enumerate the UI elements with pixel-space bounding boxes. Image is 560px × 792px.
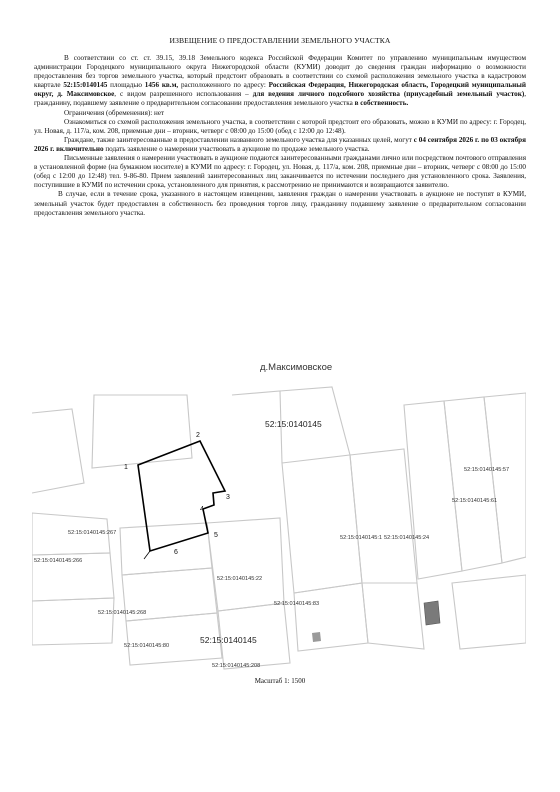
- paragraph-deadline: [34, 136, 526, 154]
- building-footprint: [312, 632, 321, 642]
- boundary-point-5: 5: [214, 532, 218, 539]
- parcel-number: 52:15:0140145:1: [340, 535, 382, 541]
- map-drawing: [32, 343, 526, 683]
- parcel-number: 52:15:0140145:208: [212, 663, 261, 669]
- boundary-point-2: 2: [196, 432, 200, 439]
- parcel-number: 52:15:0140145:266: [34, 558, 83, 564]
- parcel-number: 52:15:0140145:24: [384, 535, 430, 541]
- paragraph-outcome: В случае, если в течение срока, указанного в настоящем извещении, заявления граждан о намерении участвовать в аукционе не поступят в КУМИ, земельный участок будет предоставлен в собственность без проведения торгов лицу, гражданину подавшему заявление о предварительном согласовании предоставления земельного участка.: [34, 190, 526, 217]
- parcel-area: 1456 кв.м,: [144, 81, 179, 90]
- paragraph-review-scheme: Ознакомиться со схемой расположения земельного участка, в соответствии с которой предстоит его образовать, можно в КУМИ по адресу: г. Городец, ул. Новая, д. 117/а, ком. 208, приемные дни – вторник, четверг с 08:00 до 15:00 (обед с 12:00 до 12:48).: [34, 117, 526, 135]
- text-run: расположенного по адресу:: [178, 81, 269, 90]
- text-run: Граждане, также заинтересованные в предоставлении названного земельного участка для указанных целей, могут: [64, 135, 414, 144]
- paragraph-restrictions: Ограничения (обременения): нет: [64, 108, 165, 117]
- parcel-number: 52:15:0140145:61: [452, 498, 498, 504]
- boundary-point-3: 3: [226, 494, 230, 501]
- boundary-point-6: 6: [174, 549, 178, 556]
- parcel-number: 52:15:0140145:83: [274, 601, 320, 607]
- quarter-label-top: 52:15:0140145: [265, 419, 322, 429]
- building-footprint: [424, 601, 440, 625]
- permitted-use: для ведения личного подсобного хозяйства (приусадебный земельный участок): [252, 90, 525, 99]
- notice-title: ИЗВЕЩЕНИЕ О ПРЕДОСТАВЛЕНИИ ЗЕМЕЛЬНОГО УЧАСТКА: [169, 36, 391, 45]
- text-run: В соответствии со ст. ст. 39.15, 39.18 Земельного кодекса Российской Федерации Комитет по управлению муниципальным имуществом администрации Городецкого муниципального округа Нижегородской области (КУМИ) доводит до сведения граждан информацию о возможности предоставления без торгов земельного участка, который предстоит образовать в соответствии со схемой расположения земельного участка в кадастровом квартале: [34, 54, 526, 90]
- map-scale: Масштаб 1: 1500: [254, 677, 306, 685]
- application-period: с 04 сентября 2026 г. по 03 октября 2026 г. включительно: [34, 135, 526, 153]
- cadastral-quarter: 52:15:0140145: [63, 81, 108, 90]
- paragraph-legal-basis: [34, 54, 526, 109]
- parcel-address: Российская Федерация, Нижегородская область, Городецкий муниципальный округ, д. Максимовское: [34, 81, 526, 99]
- map-background: [32, 343, 526, 683]
- notice-body: [34, 54, 526, 218]
- parcel-number: 52:15:0140145:57: [464, 467, 510, 473]
- text-run: подать заявление о намерении участвовать в аукционе по продаже земельного участка.: [103, 144, 370, 153]
- text-run: , с видом разрешенного использования –: [114, 90, 253, 99]
- text-run: площадью: [107, 81, 145, 90]
- boundary-point-1: 1: [124, 464, 128, 471]
- parcel-number: 52:15:0140145:268: [98, 610, 147, 616]
- ownership-type: в собственность.: [354, 99, 409, 108]
- cadastral-map: [32, 343, 526, 683]
- text-run: , гражданину, подавшему заявление о предварительном согласовании предоставления земельного участка: [34, 90, 526, 108]
- village-name: д.Максимовское: [260, 362, 333, 373]
- boundary-point-4: 4: [200, 506, 204, 513]
- parcel-number: 52:15:0140145:80: [124, 643, 170, 649]
- parcel-number: 52:15:0140145:22: [217, 576, 263, 582]
- paragraph-submission: Письменные заявления о намерении участвовать в аукционе подаются заинтересованными гражданами лично или посредством почтового отправления в установленной форме (на бумажном носителе) в КУМИ по адресу: г. Городец, ул. Новая, д. 117/а, ком. 208, приемные дни – вторник, четверг с 08:00 до 15:00 (обед с 12:00 до 12:48) тел. 9-86-80. Прием заявлений заинтересованных лиц заканчивается по истечении последнего дня установленного срока. Заявления, поступившие в КУМИ по истечении срока, установленного для принятия, к рассмотрению не принимаются и возвращаются заявителю.: [34, 154, 526, 190]
- parcel-number: 52:15:0140145:267: [68, 530, 117, 536]
- quarter-label-bottom: 52:15:0140145: [200, 635, 257, 645]
